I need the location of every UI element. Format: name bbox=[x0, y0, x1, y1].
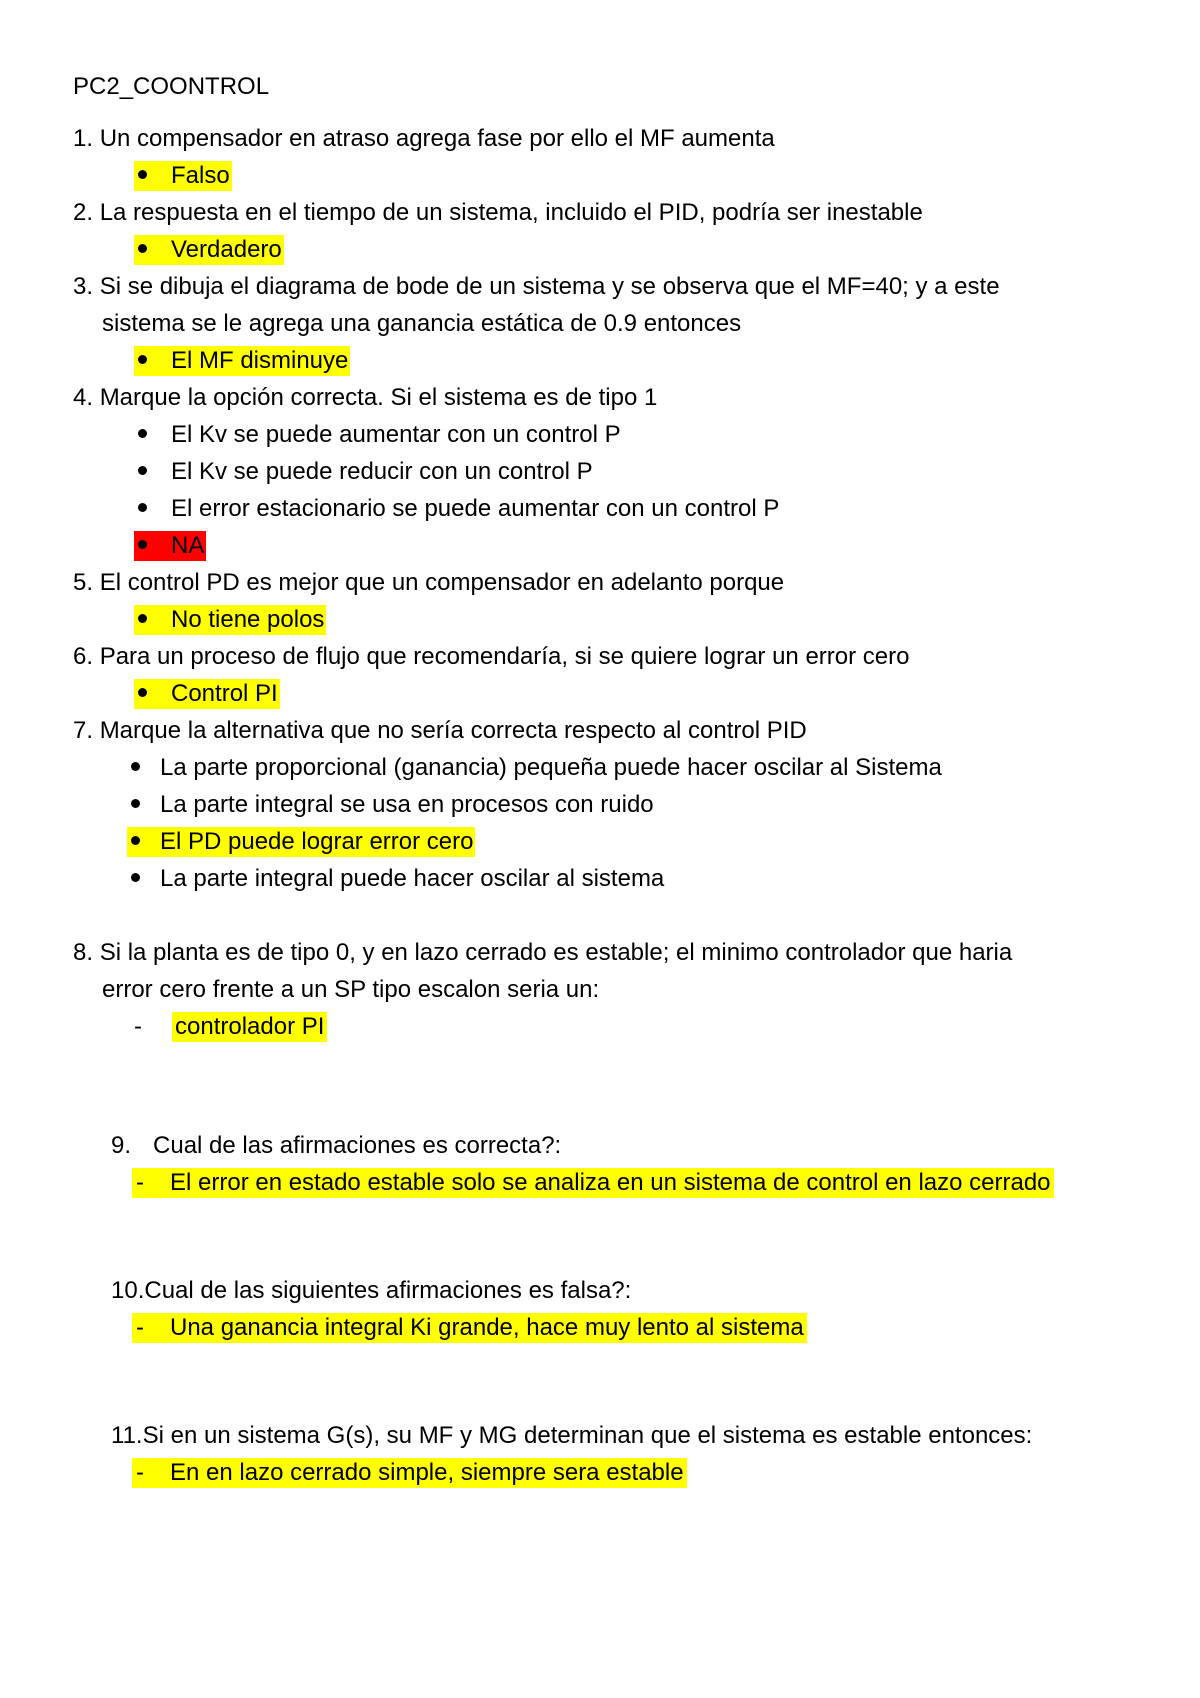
answer-text: Una ganancia integral Ki grande, hace muy lento al sistema bbox=[170, 1314, 804, 1341]
answer-text: Verdadero bbox=[171, 236, 282, 263]
option-text: El PD puede lograr error cero bbox=[160, 828, 474, 855]
option-4d bbox=[134, 531, 206, 561]
question-text: Un compensador en atraso agrega fase por ello el MF aumenta bbox=[99, 125, 775, 152]
bullet-icon bbox=[138, 244, 147, 253]
question-text: Si se dibuja el diagrama de bode de un sistema y se observa que el MF=40; y a este bbox=[99, 273, 1000, 300]
option-7c bbox=[127, 827, 475, 857]
question-number: 5. bbox=[73, 569, 94, 596]
dash-marker: - bbox=[134, 1013, 142, 1040]
option-4b bbox=[138, 457, 593, 487]
bullet-icon bbox=[138, 170, 147, 179]
question-number: 6. bbox=[73, 643, 94, 670]
answer-9 bbox=[132, 1168, 1054, 1198]
bullet-icon bbox=[131, 799, 140, 808]
option-text: NA bbox=[171, 532, 205, 559]
bullet-icon bbox=[138, 503, 147, 512]
answer-3 bbox=[134, 346, 350, 376]
answer-8 bbox=[134, 1012, 327, 1042]
question-number: 1. bbox=[73, 125, 94, 152]
question-number: 9. bbox=[111, 1132, 132, 1159]
answer-6 bbox=[134, 679, 280, 709]
question-number: 7. bbox=[73, 717, 94, 744]
option-text: El error estacionario se puede aumentar con un control P bbox=[171, 495, 780, 522]
dash-marker: - bbox=[136, 1459, 144, 1486]
dash-marker: - bbox=[136, 1314, 144, 1341]
question-text: Si la planta es de tipo 0, y en lazo cerrado es estable; el minimo controlador que haria bbox=[99, 939, 1013, 966]
question-text: Si en un sistema G(s), su MF y MG determinan que el sistema es estable entonces: bbox=[142, 1422, 1033, 1449]
option-text: La parte proporcional (ganancia) pequeña puede hacer oscilar al Sistema bbox=[160, 754, 942, 781]
answer-1 bbox=[134, 161, 232, 191]
answer-text: No tiene polos bbox=[171, 606, 325, 633]
answer-5 bbox=[134, 605, 326, 635]
answer-2 bbox=[134, 235, 284, 265]
option-text: El Kv se puede reducir con un control P bbox=[171, 458, 593, 485]
bullet-icon bbox=[138, 540, 147, 549]
bullet-icon bbox=[138, 614, 147, 623]
question-9 bbox=[111, 1131, 561, 1161]
question-text: El control PD es mejor que un compensador en adelanto porque bbox=[99, 569, 785, 596]
bullet-icon bbox=[138, 429, 147, 438]
option-4a bbox=[138, 420, 621, 450]
option-text: La parte integral se usa en procesos con ruido bbox=[160, 791, 654, 818]
question-8 bbox=[73, 938, 1012, 968]
dash-marker: - bbox=[136, 1169, 144, 1196]
question-text: La respuesta en el tiempo de un sistema, incluido el PID, podría ser inestable bbox=[99, 199, 923, 226]
question-5 bbox=[73, 568, 784, 598]
answer-text: controlador PI bbox=[175, 1013, 325, 1040]
question-2 bbox=[73, 198, 923, 228]
question-number: 10. bbox=[111, 1277, 145, 1304]
question-3-continued: sistema se le agrega una ganancia estática de 0.9 entonces bbox=[102, 310, 742, 337]
question-text: Cual de las afirmaciones es correcta?: bbox=[153, 1132, 562, 1159]
option-4c bbox=[138, 494, 779, 524]
document-title: PC2_COONTROL bbox=[73, 73, 270, 100]
question-number: 8. bbox=[73, 939, 94, 966]
question-1 bbox=[73, 124, 775, 154]
answer-11 bbox=[132, 1458, 687, 1488]
option-7d bbox=[131, 864, 664, 894]
question-4 bbox=[73, 383, 657, 413]
question-text: Marque la alternativa que no sería correcta respecto al control PID bbox=[99, 717, 807, 744]
question-number: 3. bbox=[73, 273, 94, 300]
answer-text: Control PI bbox=[171, 680, 278, 707]
bullet-icon bbox=[131, 836, 140, 845]
answer-text: El error en estado estable solo se analiza en un sistema de control en lazo cerrado bbox=[170, 1169, 1051, 1196]
bullet-icon bbox=[138, 688, 147, 697]
bullet-icon bbox=[131, 873, 140, 882]
answer-text: En en lazo cerrado simple, siempre sera estable bbox=[170, 1459, 684, 1486]
question-11 bbox=[111, 1421, 1032, 1451]
bullet-icon bbox=[131, 762, 140, 771]
question-number: 4. bbox=[73, 384, 94, 411]
bullet-icon bbox=[138, 355, 147, 364]
question-10 bbox=[111, 1276, 631, 1306]
question-8-continued: error cero frente a un SP tipo escalon seria un: bbox=[102, 976, 600, 1003]
option-text: La parte integral puede hacer oscilar al sistema bbox=[160, 865, 665, 892]
question-text: Cual de las siguientes afirmaciones es falsa?: bbox=[144, 1277, 632, 1304]
answer-text: Falso bbox=[171, 162, 230, 189]
option-text: El Kv se puede aumentar con un control P bbox=[171, 421, 621, 448]
option-7a bbox=[131, 753, 942, 783]
option-7b bbox=[131, 790, 654, 820]
question-text: Marque la opción correcta. Si el sistema es de tipo 1 bbox=[99, 384, 658, 411]
answer-text: El MF disminuye bbox=[171, 347, 349, 374]
question-text: Para un proceso de flujo que recomendaría, si se quiere lograr un error cero bbox=[99, 643, 910, 670]
question-6 bbox=[73, 642, 909, 672]
question-3 bbox=[73, 272, 1000, 302]
question-number: 11. bbox=[111, 1422, 143, 1449]
question-7 bbox=[73, 716, 807, 746]
answer-10 bbox=[132, 1313, 807, 1343]
bullet-icon bbox=[138, 466, 147, 475]
question-number: 2. bbox=[73, 199, 94, 226]
